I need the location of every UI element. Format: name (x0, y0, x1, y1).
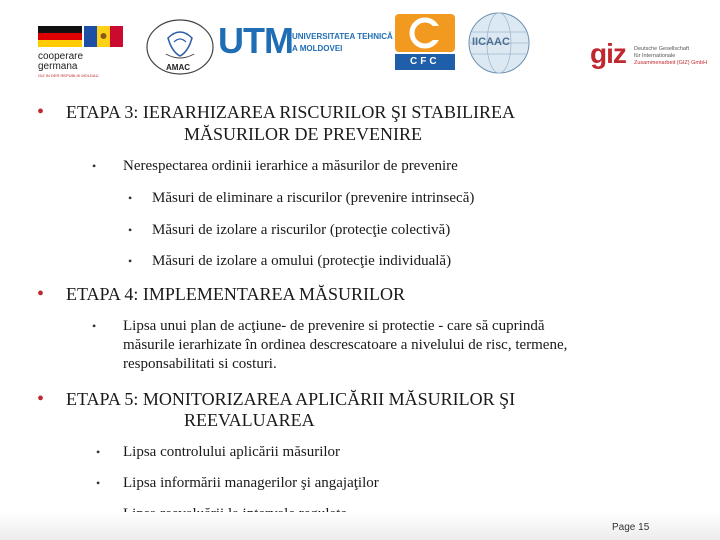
etapa4-sub-line: măsurile ierarhizate în ordinea descrescatoare a nivelului de risc, termene, (123, 337, 568, 353)
sub-sub-bullet: • (128, 223, 133, 237)
etapa4-title: ETAPA 4: IMPLEMENTAREA MĂSURILOR (66, 284, 405, 304)
sub-bullet: • (92, 159, 97, 173)
etapa3-item: Măsuri de izolare a riscurilor (protecţie colectivă) (152, 222, 451, 238)
etapa3-item: Măsuri de izolare a omului (protecţie individuală) (152, 253, 452, 269)
etapa4-sub-line: Lipsa unui plan de acţiune- de prevenire si protectie - care să cuprindă (123, 318, 545, 334)
giz-mark: giz (590, 38, 626, 69)
giz-line3: Zusammenarbeit (GIZ) GmbH (634, 60, 708, 66)
etapa5-item: Lipsa controlului aplicării măsurilor (123, 444, 341, 460)
sub-bullet: • (96, 445, 101, 459)
section-bullet: • (37, 283, 45, 305)
sub-sub-bullet: • (128, 254, 133, 268)
sub-bullet: • (96, 476, 101, 490)
cfc-label: CFC (410, 56, 440, 67)
utm-mark: UTM (218, 20, 293, 61)
etapa5-item: Lipsa informării managerilor şi angajaţilor (123, 475, 379, 491)
giz-line2: für Internationale (634, 53, 676, 59)
page-number: Page 15 (612, 522, 650, 533)
etapa4-sub-line: responsabilitati si costuri. (123, 356, 277, 372)
etapa3-item: Măsuri de eliminare a riscurilor (prevenire intrinsecă) (152, 190, 475, 206)
section-bullet: • (37, 101, 45, 123)
amac-label: AMAC (166, 63, 190, 72)
etapa3-title-line1: ETAPA 3: IERARHIZAREA RISCURILOR ŞI STABILIREA (66, 102, 515, 122)
cooperare-line1: cooperare (38, 51, 84, 62)
sub-sub-bullet: • (128, 191, 133, 205)
cooperare-line2: germana (38, 61, 78, 72)
sub-bullet: • (92, 319, 97, 333)
cooperare-caption: GIZ IN DER REPUBLIK MOLDAU (38, 73, 99, 78)
etapa3-title-line2: MĂSURILOR DE PREVENIRE (184, 124, 423, 144)
iicaac-label: IICAAC (472, 36, 510, 48)
giz-line1: Deutsche Gesellschaft (634, 46, 690, 52)
etapa5-title-line1: ETAPA 5: MONITORIZAREA APLICĂRII MĂSURILOR ŞI (66, 389, 516, 409)
utm-line2: A MOLDOVEI (292, 44, 343, 53)
etapa5-title-line2: REEVALUAREA (184, 410, 315, 430)
utm-line1: UNIVERSITATEA TEHNICĂ (292, 32, 393, 41)
etapa3-sub: Nerespectarea ordinii ierarhice a măsurilor de prevenire (123, 158, 458, 174)
section-bullet: • (37, 388, 45, 410)
